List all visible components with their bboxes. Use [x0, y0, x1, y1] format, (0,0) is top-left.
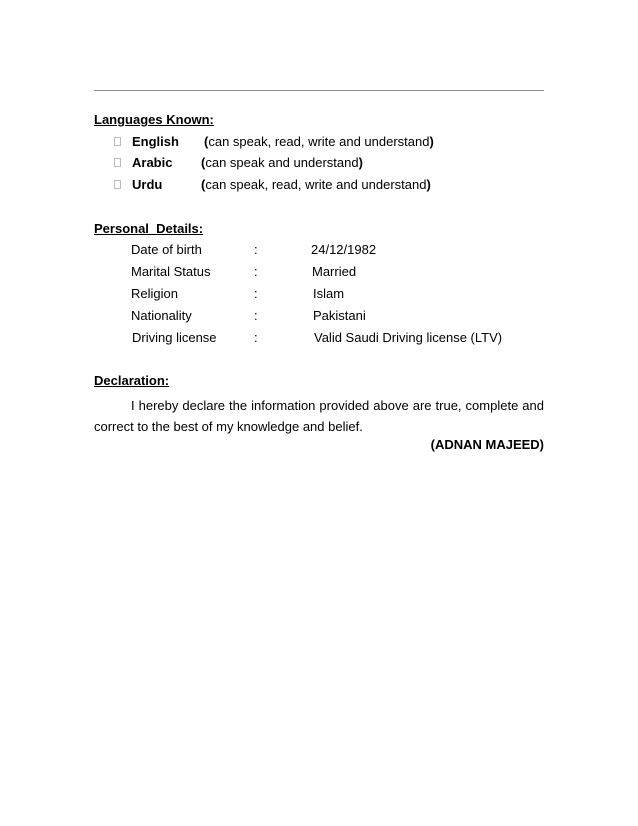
personal-details-heading: Personal Details: [94, 221, 204, 236]
detail-separator: : [254, 308, 258, 323]
detail-value: Islam [313, 286, 345, 301]
horizontal-divider [94, 90, 544, 91]
detail-value: Married [312, 264, 357, 279]
detail-label: Marital Status [131, 264, 211, 279]
language-description: (can speak and understand) [201, 155, 363, 170]
language-name: Arabic [132, 155, 173, 170]
personal-detail-row [131, 286, 551, 304]
detail-label: Religion [131, 286, 178, 301]
detail-separator: : [254, 264, 258, 279]
declaration-text: I hereby declare the information provided above are true, complete and correct to the best of my knowledge and belief. [94, 398, 544, 434]
language-description: (can speak, read, write and understand) [201, 177, 431, 192]
languages-heading: Languages Known: [94, 112, 214, 127]
language-name: English [132, 134, 179, 149]
detail-separator: : [254, 330, 258, 345]
personal-detail-row [131, 264, 551, 282]
bullet-icon [114, 158, 121, 167]
personal-detail-row [131, 308, 551, 326]
bullet-icon [114, 137, 121, 146]
declaration-heading: Declaration: [94, 373, 170, 388]
signature-name: (ADNAN MAJEED) [430, 437, 544, 452]
personal-detail-row [131, 330, 551, 348]
language-description: (can speak, read, write and understand) [204, 134, 434, 149]
language-name: Urdu [132, 177, 163, 192]
detail-label: Date of birth [131, 242, 202, 257]
detail-label: Nationality [131, 308, 192, 323]
detail-value: Valid Saudi Driving license (LTV) [314, 330, 503, 345]
detail-separator: : [254, 286, 258, 301]
detail-value: Pakistani [313, 308, 366, 323]
detail-label: Driving license [132, 330, 217, 345]
personal-detail-row [131, 242, 551, 260]
detail-value: 24/12/1982 [311, 242, 377, 257]
detail-separator: : [254, 242, 258, 257]
bullet-icon [114, 180, 121, 189]
